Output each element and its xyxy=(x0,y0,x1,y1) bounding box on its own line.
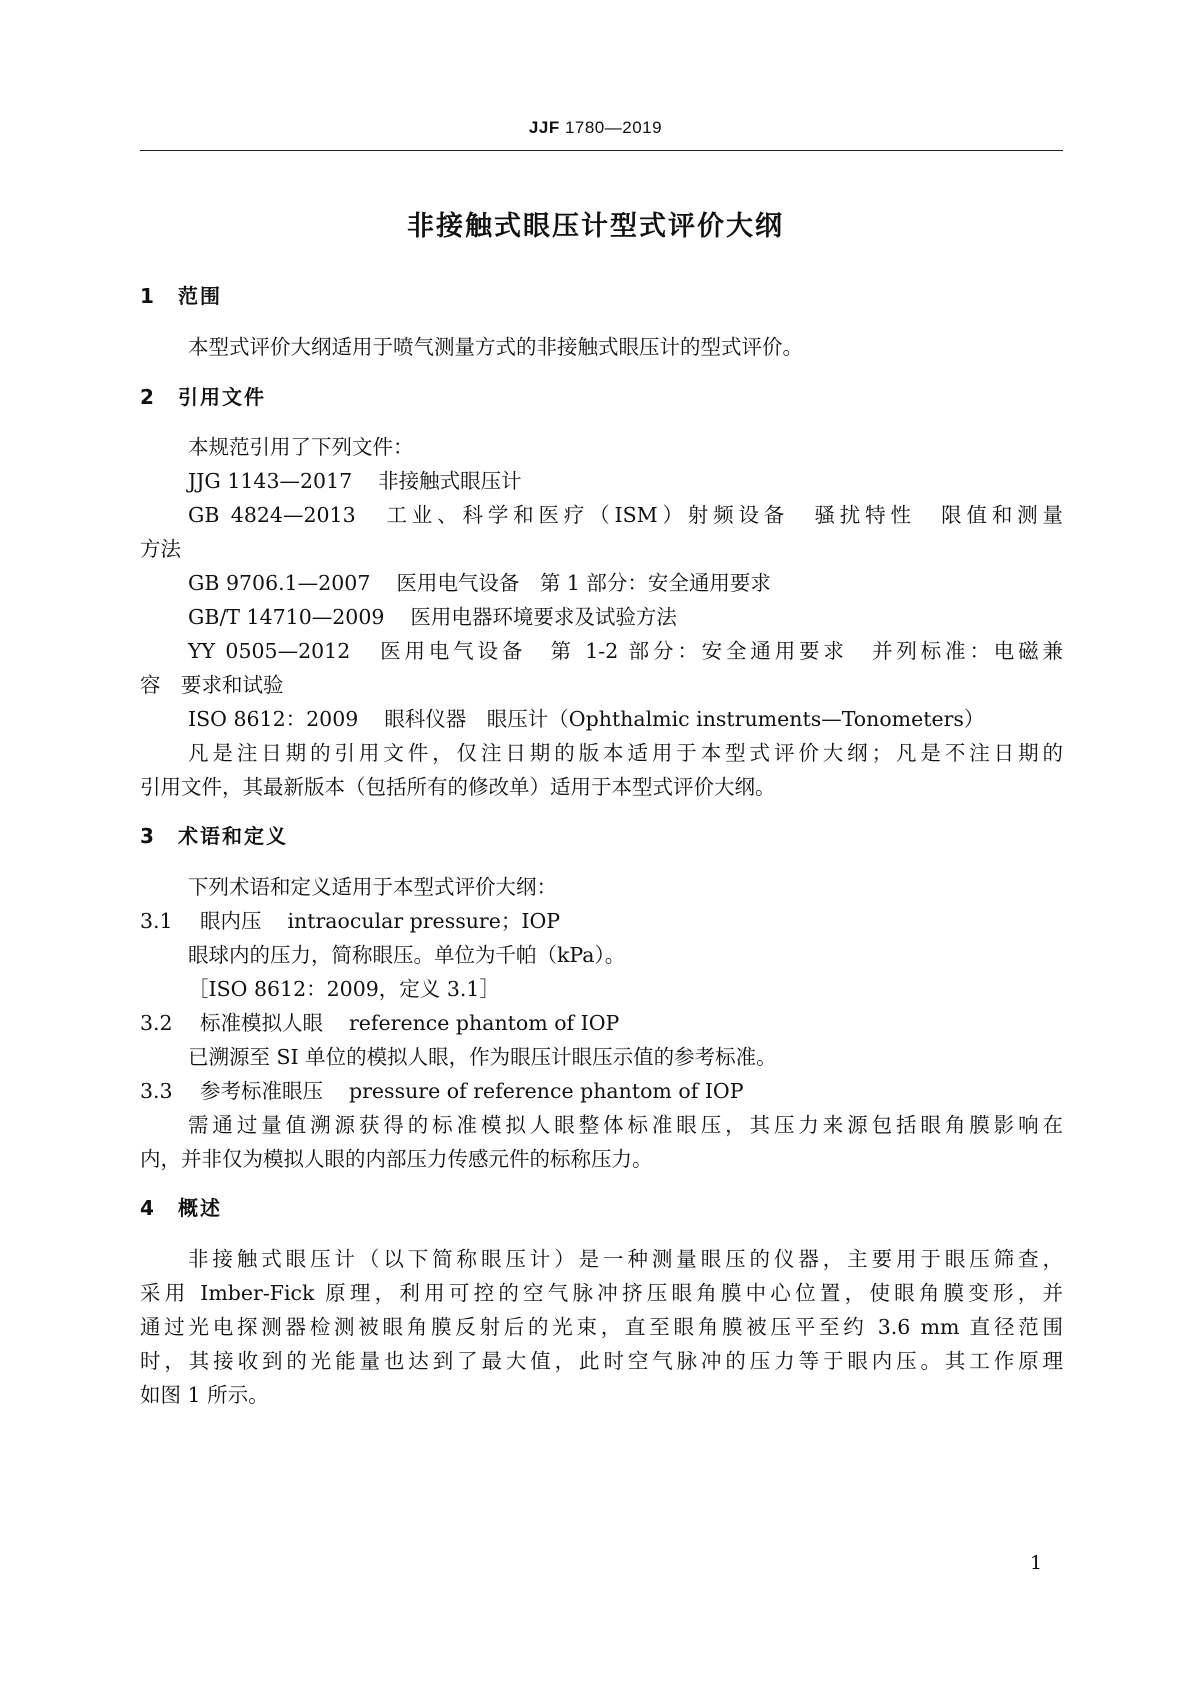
page-title: 非接触式眼压计型式评价大纲 xyxy=(407,211,784,242)
section-2-note: 凡是注日期的引用文件，仅注日期的版本适用于本型式评价大纲；凡是不注日期的 xyxy=(188,741,1063,765)
term-definition-continued: 内，并非仅为模拟人眼的内部压力传感元件的标称压力。 xyxy=(140,1147,653,1171)
header-rule xyxy=(140,150,1063,151)
section-2-intro: 本规范引用了下列文件： xyxy=(188,435,414,459)
overview-line: 如图 1 所示。 xyxy=(140,1383,269,1407)
term-entry: 3.1 眼内压 intraocular pressure；IOP xyxy=(140,909,561,933)
term-entry: 3.2 标准模拟人眼 reference phantom of IOP xyxy=(140,1011,620,1035)
term-definition: 需通过量值溯源获得的标准模拟人眼整体标准眼压，其压力来源包括眼角膜影响在 xyxy=(188,1113,1063,1137)
term-entry: 3.3 参考标准眼压 pressure of reference phantom of IOP xyxy=(140,1079,744,1103)
reference-item: ISO 8612：2009 眼科仪器 眼压计（Ophthalmic instruments—Tonometers） xyxy=(188,707,985,731)
term-definition: 已溯源至 SI 单位的模拟人眼，作为眼压计眼压示值的参考标准。 xyxy=(188,1045,777,1069)
section-3-intro: 下列术语和定义适用于本型式评价大纲： xyxy=(188,875,557,899)
reference-item: GB/T 14710—2009 医用电器环境要求及试验方法 xyxy=(188,605,677,629)
overview-line: 采用 Imber-Fick 原理，利用可控的空气脉冲挤压眼角膜中心位置，使眼角膜变形，并 xyxy=(140,1281,1063,1305)
reference-item: YY 0505—2012 医用电气设备 第 1-2 部分：安全通用要求 并列标准：电磁兼 xyxy=(188,639,1063,663)
reference-item: JJG 1143—2017 非接触式眼压计 xyxy=(188,469,522,493)
reference-item-continued: 方法 xyxy=(140,537,181,561)
reference-item: GB 4824—2013 工业、科学和医疗（ISM）射频设备 骚扰特性 限值和测量 xyxy=(188,503,1063,527)
overview-line: 非接触式眼压计（以下简称眼压计）是一种测量眼压的仪器，主要用于眼压筛查， xyxy=(188,1247,1063,1271)
section-2-heading: 2 引用文件 xyxy=(140,385,266,409)
section-1-heading: 1 范围 xyxy=(140,284,222,308)
term-definition: 眼球内的压力，简称眼压。单位为千帕（kPa）。 xyxy=(188,943,626,967)
reference-item: GB 9706.1—2007 医用电气设备 第 1 部分：安全通用要求 xyxy=(188,571,771,595)
reference-item-continued: 容 要求和试验 xyxy=(140,673,284,697)
code-number: 1780—2019 xyxy=(564,118,663,137)
code-prefix: JJF xyxy=(528,118,560,137)
term-source: ［ISO 8612：2009，定义 3.1］ xyxy=(188,977,500,1001)
overview-line: 时，其接收到的光能量也达到了最大值，此时空气脉冲的压力等于眼内压。其工作原理 xyxy=(140,1349,1063,1373)
section-1-body: 本型式评价大纲适用于喷气测量方式的非接触式眼压计的型式评价。 xyxy=(188,335,803,359)
page-number: 1 xyxy=(1030,1552,1043,1574)
overview-line: 通过光电探测器检测被眼角膜反射后的光束，直至眼角膜被压平至约 3.6 mm 直径范围 xyxy=(140,1315,1063,1339)
section-3-heading: 3 术语和定义 xyxy=(140,824,288,848)
document-code-header xyxy=(0,118,1191,138)
section-2-note-continued: 引用文件，其最新版本（包括所有的修改单）适用于本型式评价大纲。 xyxy=(140,775,776,799)
section-4-heading: 4 概述 xyxy=(140,1196,222,1220)
